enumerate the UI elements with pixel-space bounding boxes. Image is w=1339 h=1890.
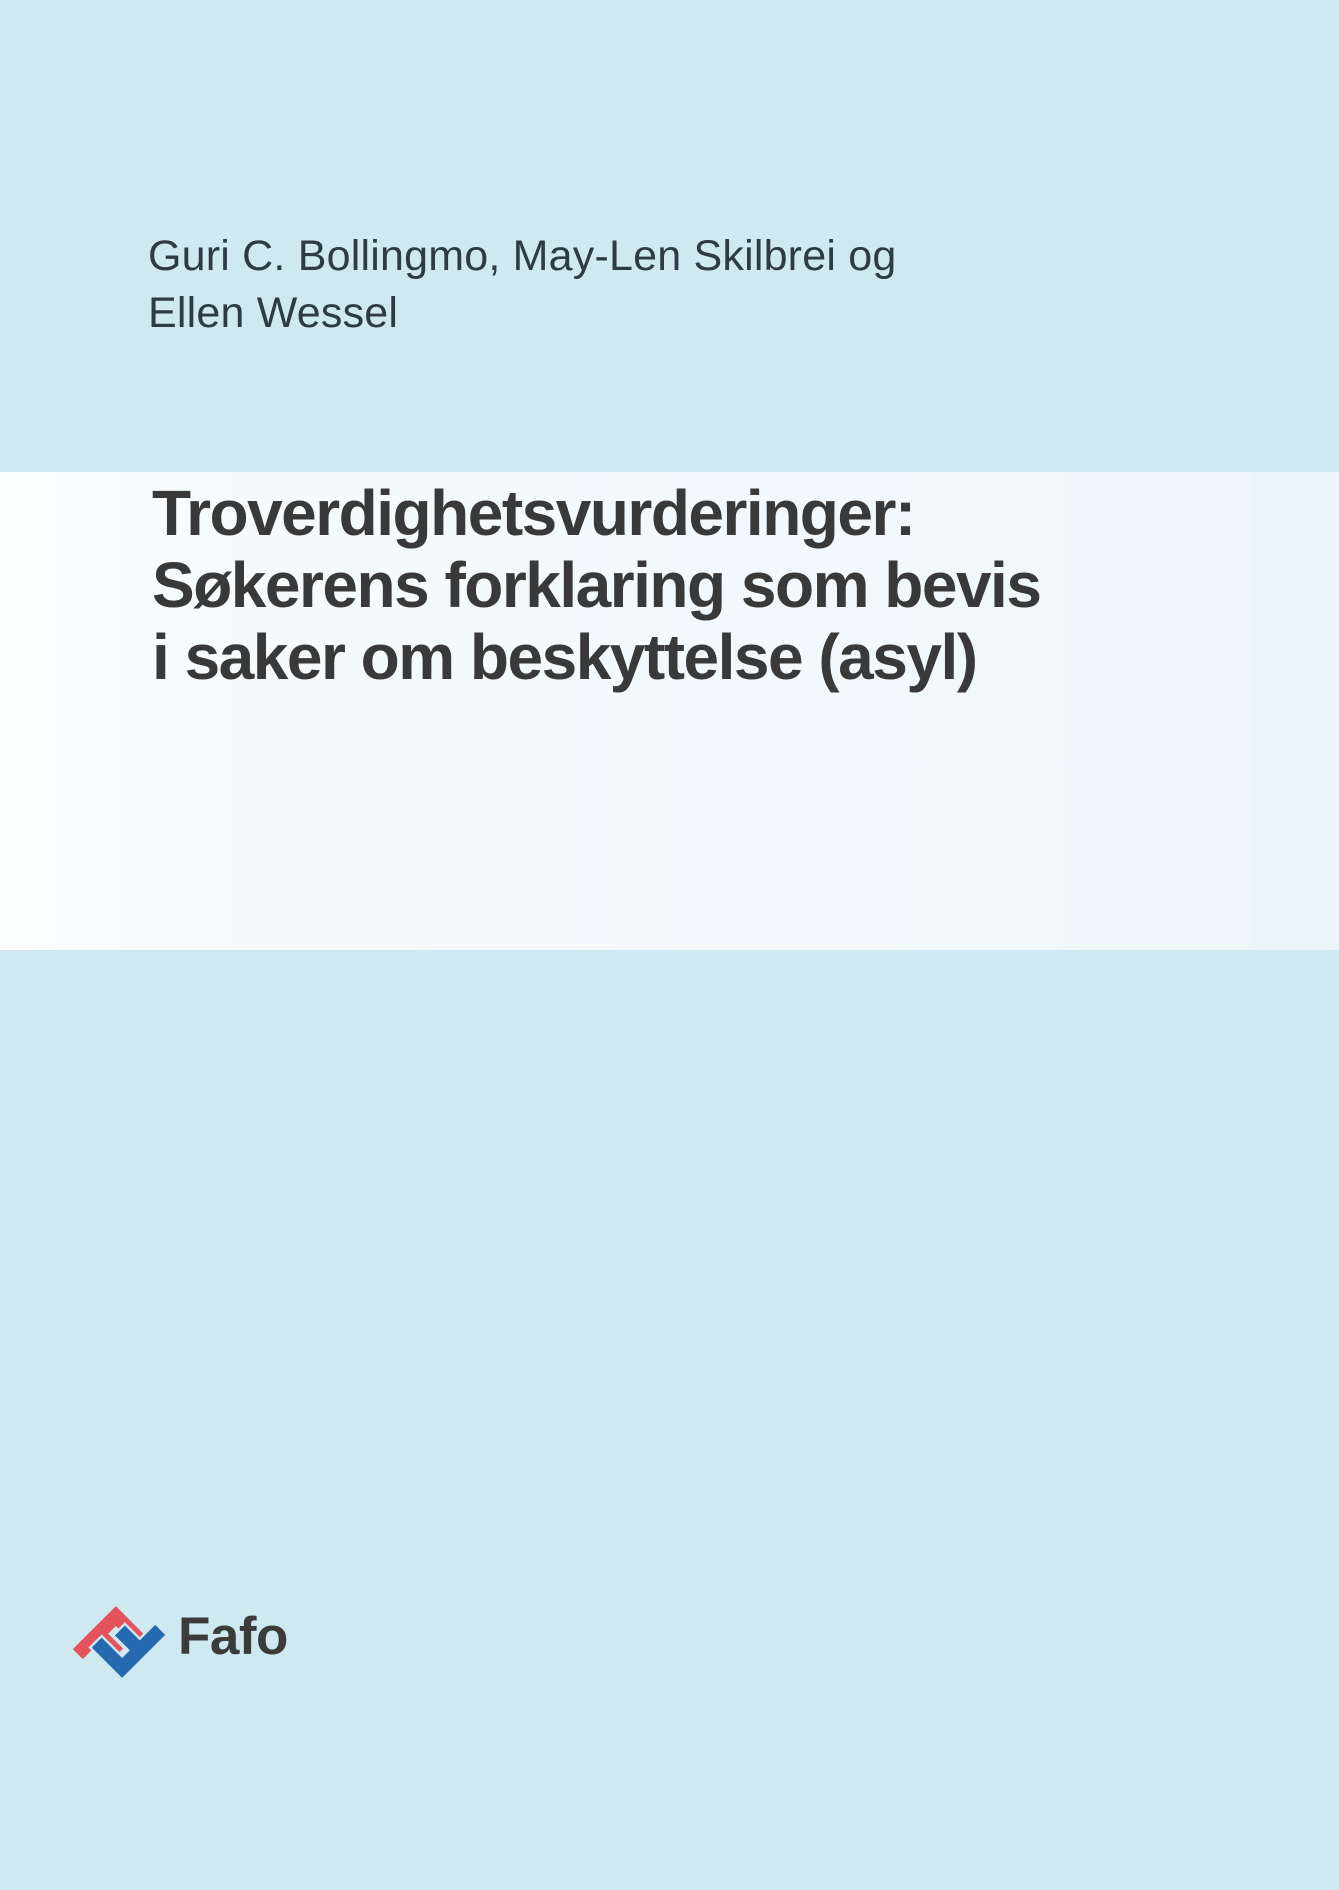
author-line-1: Guri C. Bollingmo, May-Len Skilbrei og [148,232,897,280]
author-names [148,228,896,342]
title-line-1: Troverdighetsvurderinger: [152,477,915,549]
title-line-3: i saker om beskyttelse (asyl) [152,621,977,693]
author-line-2: Ellen Wessel [148,289,399,337]
title-line-2: Søkerens forklaring som bevis [152,549,1041,621]
report-title [152,477,1040,693]
fafo-logo [72,1603,288,1681]
fafo-logo-icon [72,1603,166,1681]
fafo-wordmark: Fafo [178,1607,288,1666]
